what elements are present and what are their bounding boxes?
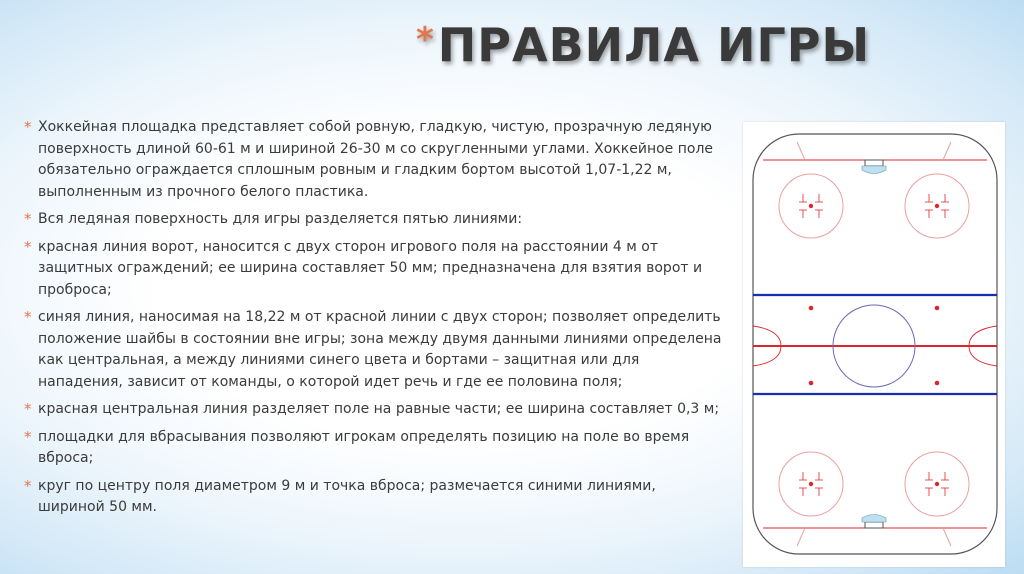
bullet-text: круг по центру поля диаметром 9 м и точка вброса; размечается синими линиями, шириной 50 мм. — [38, 477, 656, 515]
hockey-rink-diagram — [743, 122, 1005, 567]
bullet-text: Вся ледяная поверхность для игры разделяется пятью линиями: — [38, 211, 523, 227]
bullet-text: Хоккейная площадка представляет собой ровную, гладкую, чистую, прозрачную ледяную поверхность длиной 60-61 м и шириной 26-30 м со скругленными углами. Хоккейное поле обязательно ограждается сплошным ровным и гладким бортом высотой 1,07-1,22 м, выполненным из прочного белого пластика. — [38, 119, 714, 200]
neutral-dot — [809, 381, 814, 386]
neutral-dot — [935, 381, 940, 386]
bullet-item — [24, 209, 724, 231]
bullet-marker: * — [24, 476, 32, 495]
title-asterisk: * — [416, 20, 434, 60]
bullet-marker: * — [24, 400, 32, 418]
slide-title — [416, 18, 870, 88]
neutral-dot — [935, 306, 940, 311]
bullet-item — [24, 427, 724, 470]
rink-svg — [743, 122, 1005, 567]
faceoff-dot — [809, 482, 813, 486]
bullet-text: площадки для вбрасывания позволяют игрокам определять позицию на поле во время вброса; — [38, 428, 690, 466]
bullet-marker: * — [24, 210, 32, 228]
neutral-dot — [809, 306, 814, 311]
rink-boundary — [753, 134, 997, 554]
bullet-item — [24, 237, 724, 302]
faceoff-dot — [935, 482, 939, 486]
bullet-text: красная центральная линия разделяет поле на равные части; ее ширина составляет 0,3 м; — [38, 401, 720, 417]
bullet-marker: * — [24, 427, 32, 446]
bullet-item — [24, 399, 724, 421]
bullet-list — [24, 117, 724, 525]
bullet-marker: * — [24, 308, 32, 326]
bullet-item — [24, 307, 724, 393]
bullet-item — [24, 117, 724, 203]
bullet-marker: * — [24, 118, 32, 136]
title-text: ПРАВИЛА ИГРЫ — [437, 18, 871, 72]
bullet-marker: * — [24, 237, 32, 256]
bullet-text: красная линия ворот, наносится с двух сторон игрового поля на расстоянии 4 м от защитных ограждений; ее ширина составляет 50 мм; предназначена для взятия ворот и проброса; — [38, 238, 703, 298]
bullet-item — [24, 476, 724, 519]
faceoff-dot — [935, 204, 939, 208]
bullet-text: синяя линия, наносимая на 18,22 м от красной линии с двух сторон; позволяет определить положение шайбы в состоянии вне игры; зона между двумя данными линиями определена как центральная, а между линиями синего цвета и бортами – защитная или для нападения, зависит от команды, о которой идет речь и где ее половина поля; — [38, 309, 722, 390]
faceoff-dot — [809, 204, 813, 208]
